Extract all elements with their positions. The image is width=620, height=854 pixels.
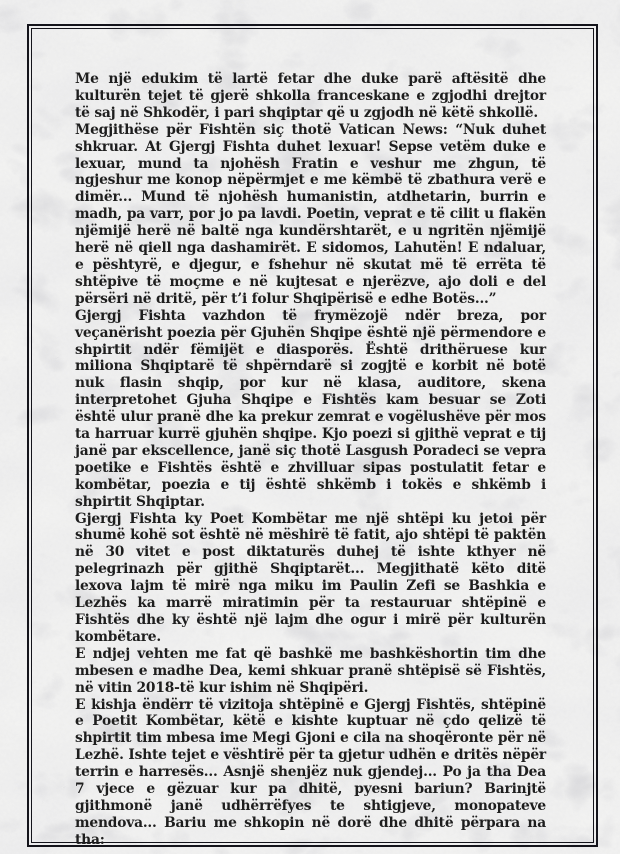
paragraph: E ndjej vehten me fat që bashkë me bashkëshortin tim dhe mbesen e madhe Dea, kemi shkuar pranë shtëpisë së Fishtës, në vitin 2018-të kur ishim në Shqipëri.: [75, 645, 546, 696]
paragraph: Megjithëse për Fishtën siç thotë Vatican News: “Nuk duhet shkruar. At Gjergj Fishta duhet lexuar! Sepse vetëm duke e lexuar, mund ta njohësh Fratin e veshur me zhgun, të ngjeshur me konop nëpërmjet e me këmbë të zbathura verë e dimër... Mund të njohësh humanistin, atdhetarin, burrin e madh, pa varr, por jo pa lavdi. Poetin, veprat e të cilit u flakën njëmijë herë në baltë nga kundërshtarët, e u ngritën njëmijë herë në qiell nga dashamirët. E sidomos, Lahutën! E ndaluar, e pështyrë, e djegur, e fshehur në skutat më të errëta të shtëpive të moçme e në kujtesat e njerëzve, ajo doli e del përsëri në dritë, për t’i folur Shqipërisë e edhe Botës...”: [75, 121, 546, 307]
paragraph: Gjergj Fishta vazhdon të frymëzojë ndër breza, por veçanërisht poezia për Gjuhën Shqipe është një përmendore e shpirtit ndër fëmijët e diasporës. Është drithëruese kur miliona Shqiptarë të shpërndarë si zogjtë e korbit në botë nuk flasin shqip, por kur në klasa, auditore, skena interpretohet Gjuha Shqipe e Fishtës kam besuar se Zoti është ulur pranë dhe ka prekur zemrat e vogëlushëve për mos ta harruar kurrë gjuhën shqipe. Kjo poezi si gjithë veprat e tij janë par ekscellence, janë siç thotë Lasgush Poradeci se vepra poetike e Fishtës është e zhvilluar sipas postulatit fetar e kombëtar, poezia e tij është shkëmb i tokës e shkëmb i shpirtit Shqiptar.: [75, 307, 546, 510]
paragraph: Gjergj Fishta ky Poet Kombëtar me një shtëpi ku jetoi për shumë kohë sot është në mëshirë të fatit, ajo shtëpi të paktën në 30 vitet e post diktaturës duhej të ishte kthyer në pelegrinazh për gjithë Shqiptarët... Megjithatë këto ditë lexova lajm të mirë nga miku im Paulin Zefi se Bashkia e Lezhës ka marrë miratimin për ta restauruar shtëpinë e Fishtës dhe ky është një lajm dhe ogur i mirë për kulturën kombëtare.: [75, 510, 546, 645]
paragraph: E kishja ëndërr të vizitoja shtëpinë e Gjergj Fishtës, shtëpinë e Poetit Kombëtar, këtë e kishte kuptuar në çdo qelizë të shpirtit tim mbesa ime Megi Gjoni e cila na shoqëronte për në Lezhë. Ishte tejet e vështirë për ta gjetur udhën e dritës nëpër terrin e harresës... Asnjë shenjëz nuk gjendej... Po ja tha Dea 7 vjece e gëzuar kur pa dhitë, pyesni bariun? Barinjtë gjithmonë janë udhërrëfyes te shtigjeve, monopateve mendova... Bariu me shkopin në dorë dhe dhitë përpara na tha:: [75, 696, 546, 848]
article-text: [75, 71, 546, 849]
paragraph: Me një edukim të lartë fetar dhe duke parë aftësitë dhe kulturën tejet të gjerë shkolla franceskane e zgjodhi drejtor të saj në Shkodër, i pari shqiptar që u zgjodh në këtë shkollë.: [75, 71, 546, 121]
